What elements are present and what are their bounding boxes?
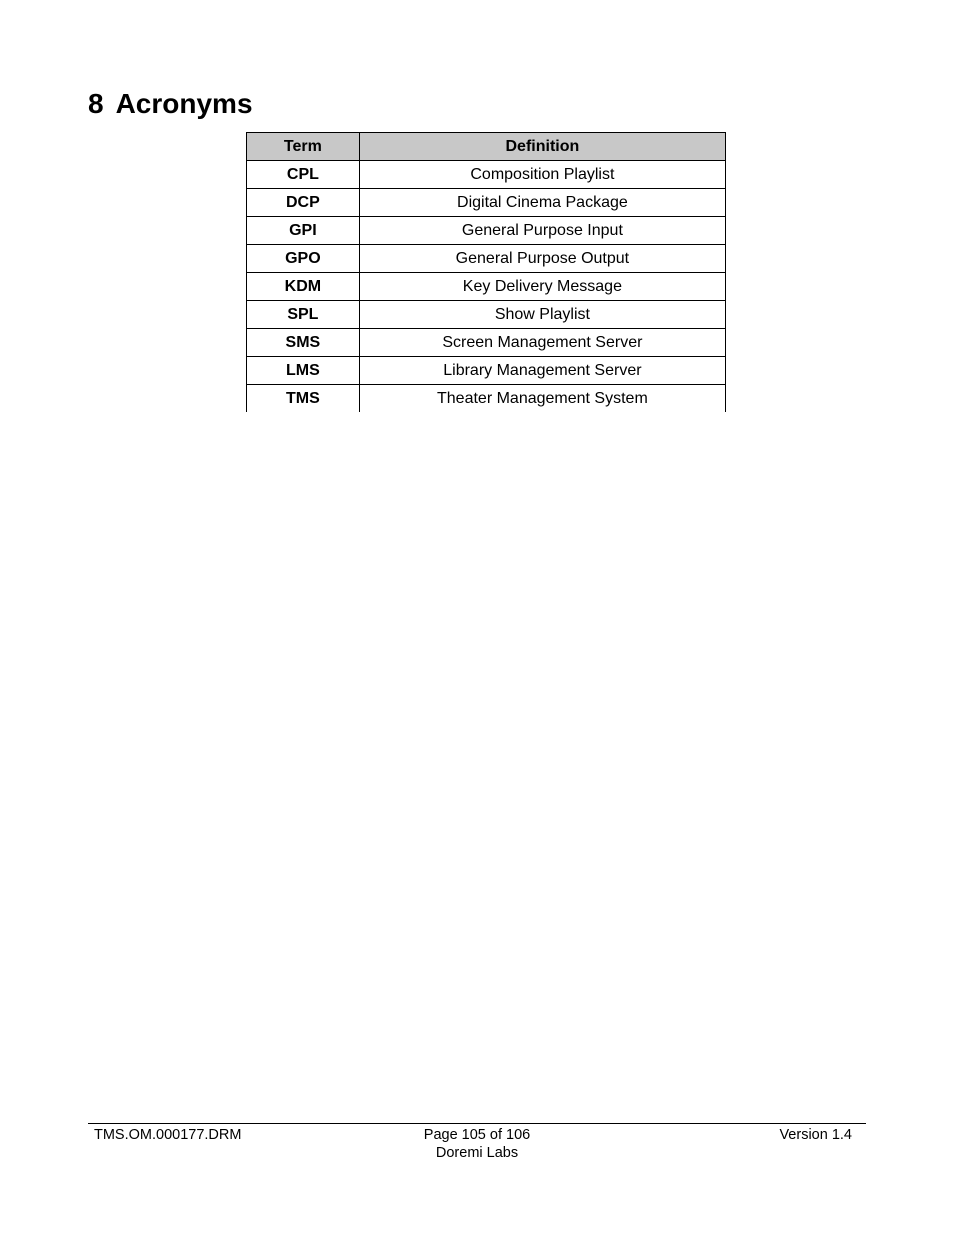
column-header-term: Term [247,133,360,161]
footer-doc-id: TMS.OM.000177.DRM [94,1127,242,1143]
acronyms-table [246,132,726,412]
term-cell: GPI [247,217,360,245]
table-row [247,301,726,329]
term-cell: DCP [247,189,360,217]
definition-cell: Key Delivery Message [359,273,725,301]
section-title: Acronyms [115,88,253,119]
definition-cell: General Purpose Output [359,245,725,273]
table-row [247,273,726,301]
footer-page-number: Page 105 of 106 [423,1127,531,1143]
table-row [247,245,726,273]
footer-center [377,1126,577,1162]
definition-cell: General Purpose Input [359,217,725,245]
definition-cell: Show Playlist [359,301,725,329]
table-row [247,217,726,245]
table-header-row [247,133,726,161]
definition-cell: Digital Cinema Package [359,189,725,217]
definition-cell: Composition Playlist [359,161,725,189]
section-number: 8 [88,88,104,119]
table-row [247,357,726,385]
footer-version: Version 1.4 [779,1127,852,1143]
definition-cell: Screen Management Server [359,329,725,357]
footer-divider [88,1123,866,1124]
table-row [247,189,726,217]
definition-cell: Library Management Server [359,357,725,385]
term-cell: GPO [247,245,360,273]
footer-company: Doremi Labs [435,1145,519,1161]
definition-cell: Theater Management System [359,385,725,413]
term-cell: KDM [247,273,360,301]
table-row [247,329,726,357]
section-heading [88,86,253,122]
column-header-definition: Definition [359,133,725,161]
table-row [247,161,726,189]
term-cell: SPL [247,301,360,329]
term-cell: SMS [247,329,360,357]
term-cell: CPL [247,161,360,189]
term-cell: LMS [247,357,360,385]
term-cell: TMS [247,385,360,413]
table-row [247,385,726,413]
